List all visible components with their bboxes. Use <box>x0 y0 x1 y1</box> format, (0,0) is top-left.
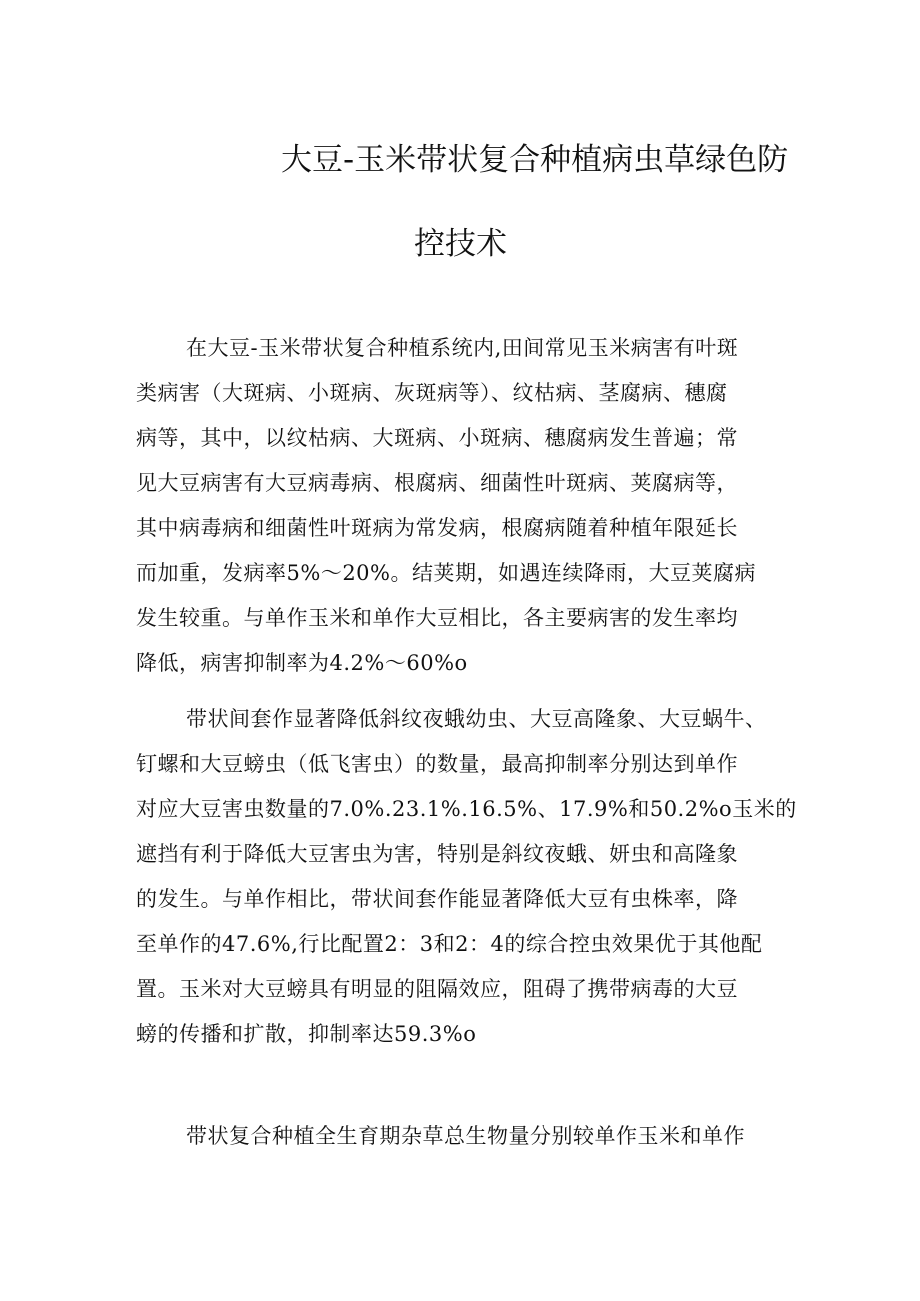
body-line-11: 对应大豆害虫数量的7.0%.23.1%.16.5%、17.9%和50.2%o玉米的 <box>136 797 797 821</box>
body-line-3: 病等，其中，以纹枯病、大斑病、小斑病、穗腐病发生普遍；常 <box>136 426 738 450</box>
body-line-5: 其中病毒病和细菌性叶斑病为常发病，根腐病随着种植年限延长 <box>136 516 738 540</box>
body-line-13: 的发生。与单作相比，带状间套作能显著降低大豆有虫株率，降 <box>136 887 738 911</box>
body-line-4: 见大豆病害有大豆病毒病、根腐病、细菌性叶斑病、荚腐病等， <box>136 471 738 495</box>
body-line-12: 遮挡有利于降低大豆害虫为害，特别是斜纹夜蛾、妍虫和高隆象 <box>136 842 738 866</box>
body-line-8: 降低，病害抑制率为4.2%〜60%o <box>136 651 468 675</box>
body-line-17: 带状复合种植全生育期杂草总生物量分别较单作玉米和单作 <box>186 1124 745 1148</box>
body-line-7: 发生较重。与单作玉米和单作大豆相比，各主要病害的发生率均 <box>136 606 738 630</box>
document-title-line-1: 大豆-玉米带状复合种植病虫草绿色防 <box>281 142 789 178</box>
body-line-6: 而加重，发病率5%〜20%。结荚期，如遇连续降雨，大豆荚腐病 <box>136 561 756 585</box>
body-line-1: 在大豆-玉米带状复合种植系统内,田间常见玉米病害有叶斑 <box>186 336 739 360</box>
body-line-15: 置。玉米对大豆螃具有明显的阻隔效应，阻碍了携带病毒的大豆 <box>136 977 738 1001</box>
body-line-14: 至单作的47.6%,行比配置2：3和2：4的综合控虫效果优于其他配 <box>136 932 763 956</box>
body-line-10: 钉螺和大豆螃虫（低飞害虫）的数量，最高抑制率分别达到单作 <box>136 752 738 776</box>
body-line-9: 带状间套作显著降低斜纹夜蛾幼虫、大豆高隆象、大豆蜗牛、 <box>186 707 767 731</box>
document-title-line-2: 控技术 <box>414 226 507 262</box>
body-line-16: 螃的传播和扩散，抑制率达59.3%o <box>136 1022 477 1046</box>
body-line-2: 类病害（大斑病、小斑病、灰斑病等）、纹枯病、茎腐病、穗腐 <box>136 381 728 405</box>
